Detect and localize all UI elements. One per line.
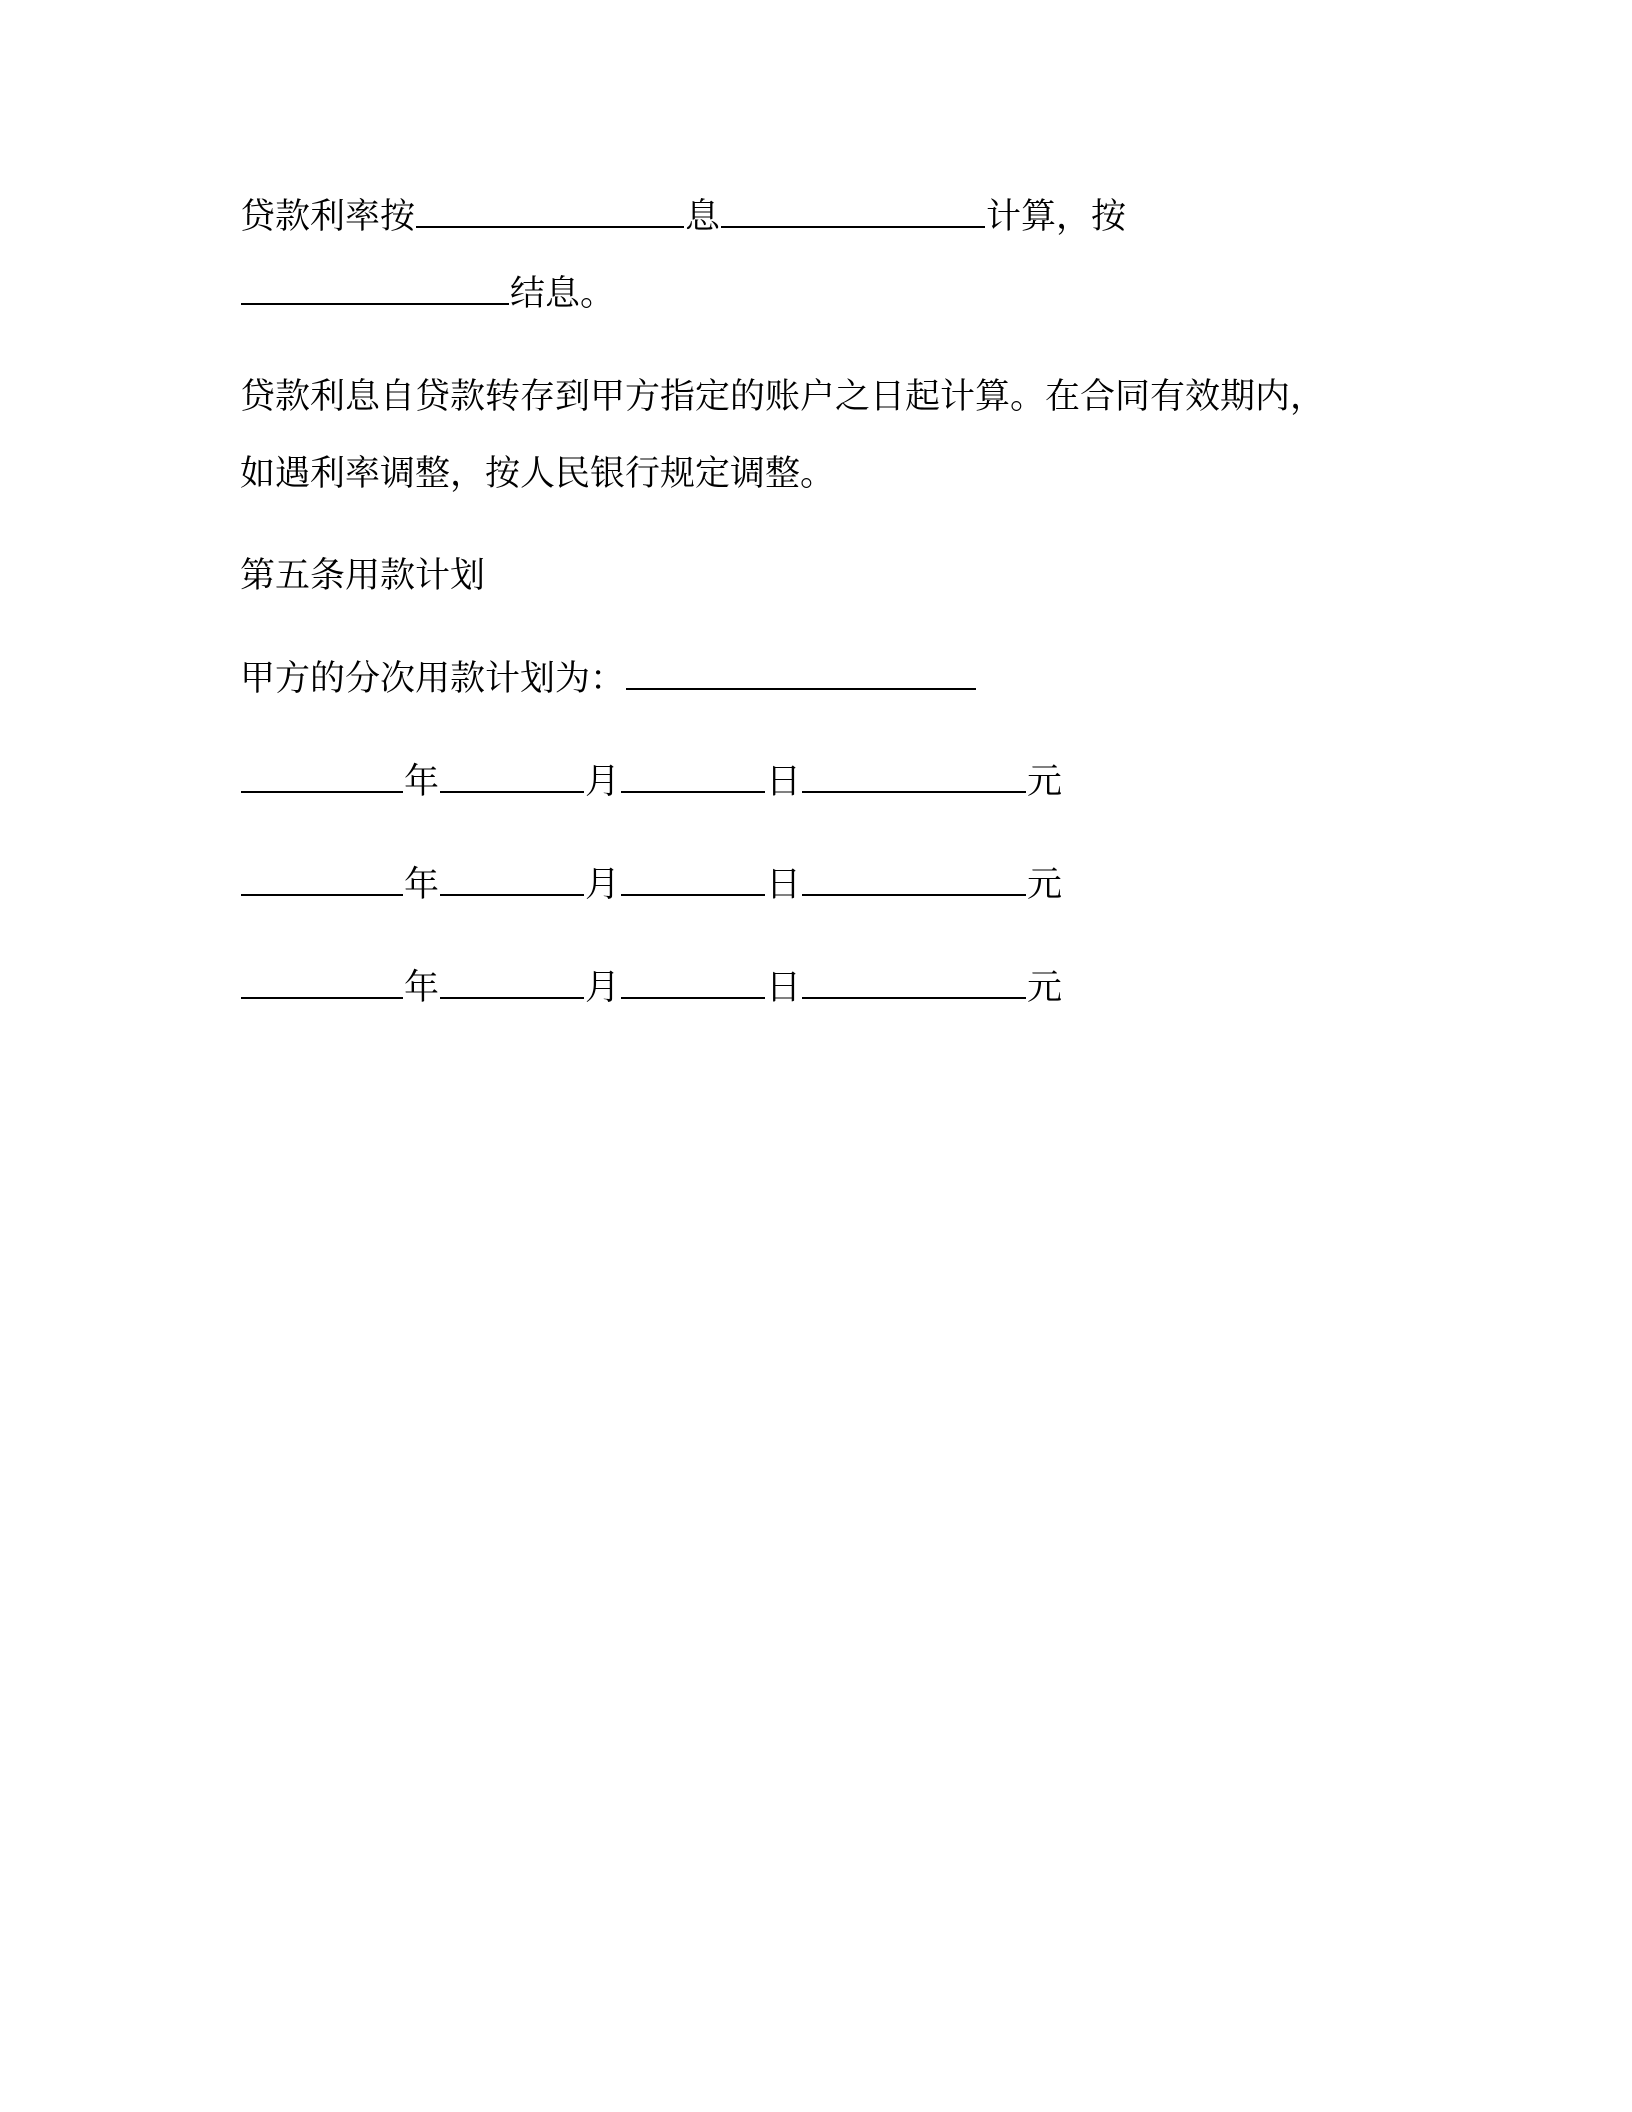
schedule-month-blank[interactable] xyxy=(440,864,584,896)
settle-line xyxy=(240,270,615,318)
schedule-day-label: 日 xyxy=(766,968,802,1008)
schedule-day-label: 日 xyxy=(766,762,802,802)
schedule-day-label: 日 xyxy=(766,865,802,905)
schedule-amount-label: 元 xyxy=(1027,762,1063,802)
schedule-amount-blank[interactable] xyxy=(802,761,1026,793)
interest-paragraph-line-1: 贷款利息自贷款转存到甲方指定的账户之日起计算。在合同有效期内， xyxy=(240,377,1326,417)
schedule-day-blank[interactable] xyxy=(621,761,765,793)
plan-intro-text: 甲方的分次用款计划为： xyxy=(240,659,626,699)
rate-mid: 息 xyxy=(685,197,721,237)
schedule-year-blank[interactable] xyxy=(241,864,403,896)
schedule-year-blank[interactable] xyxy=(241,967,403,999)
rate-prefix: 贷款利率按 xyxy=(240,197,416,237)
schedule-amount-blank[interactable] xyxy=(802,967,1026,999)
schedule-year-blank[interactable] xyxy=(241,761,403,793)
schedule-amount-label: 元 xyxy=(1027,968,1063,1008)
rate-basis-blank[interactable] xyxy=(416,196,684,228)
schedule-amount-label: 元 xyxy=(1027,865,1063,905)
schedule-row xyxy=(240,964,1062,1012)
schedule-month-label: 月 xyxy=(585,865,621,905)
plan-intro-line xyxy=(240,655,977,703)
schedule-row xyxy=(240,861,1062,909)
schedule-day-blank[interactable] xyxy=(621,864,765,896)
rate-line xyxy=(240,193,1126,241)
article5-heading: 第五条用款计划 xyxy=(240,556,486,596)
settle-period-blank[interactable] xyxy=(241,273,509,305)
schedule-month-label: 月 xyxy=(585,762,621,802)
settle-suffix: 结息。 xyxy=(510,274,616,314)
schedule-year-label: 年 xyxy=(404,762,440,802)
schedule-row xyxy=(240,758,1062,806)
rate-suffix: 计算，按 xyxy=(986,197,1127,237)
rate-value-blank[interactable] xyxy=(721,196,985,228)
schedule-month-blank[interactable] xyxy=(440,761,584,793)
schedule-month-blank[interactable] xyxy=(440,967,584,999)
schedule-year-label: 年 xyxy=(404,865,440,905)
plan-intro-blank[interactable] xyxy=(626,658,976,690)
schedule-day-blank[interactable] xyxy=(621,967,765,999)
schedule-year-label: 年 xyxy=(404,968,440,1008)
interest-paragraph-line-2: 如遇利率调整，按人民银行规定调整。 xyxy=(240,454,836,494)
schedule-month-label: 月 xyxy=(585,968,621,1008)
schedule-amount-blank[interactable] xyxy=(802,864,1026,896)
